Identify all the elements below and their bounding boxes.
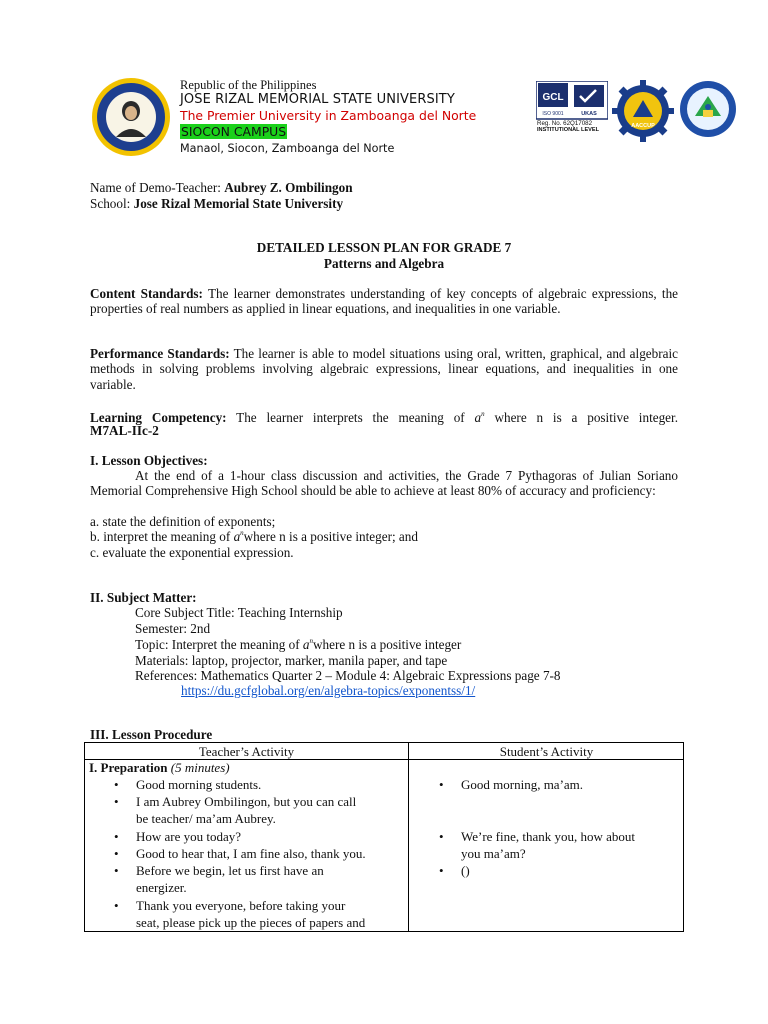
objective-b <box>90 529 418 545</box>
objectives-intro: At the end of a 1-hour class discussion and activities, the Grade 7 Pythagoras of Julian Soriano Memorial Comprehensive High School should be able to achieve at least 80% of accuracy and proficiency: <box>90 468 678 499</box>
content-standards-text: The learner demonstrates understanding of key concepts of algebraic expressions, the properties of real numbers as applied in linear equations, and inequalities in one variable. <box>90 286 679 317</box>
bullet: • <box>439 863 444 878</box>
student-column-header: Student’s Activity <box>499 744 594 759</box>
aaccup-logo <box>612 80 674 142</box>
semester: Semester: 2nd <box>135 621 211 636</box>
content-standards <box>90 286 678 317</box>
procedure-heading: III. Lesson Procedure <box>90 727 213 742</box>
bullet: • <box>114 829 119 844</box>
materials: Materials: laptop, projector, marker, manila paper, and tape <box>135 653 448 668</box>
list-item <box>114 897 346 915</box>
teacher-item: How are you today? <box>136 829 242 844</box>
performance-standards-text: The learner is able to model situations using oral, written, graphical, and algebraic methods in solving problems involving algebraic expressions, linear equations, and inequalities in one variable. <box>90 346 679 392</box>
school-name: Jose Rizal Memorial State University <box>133 196 344 211</box>
base-a: a <box>474 410 482 425</box>
university-seal-logo <box>91 77 171 157</box>
topic-post: where n is a positive integer <box>312 637 462 652</box>
a-power-n <box>475 410 485 425</box>
section-label: I. Preparation <box>89 760 168 775</box>
teacher-label: Name of Demo-Teacher: <box>90 180 221 195</box>
list-item <box>114 845 366 863</box>
references: References: Mathematics Quarter 2 – Module 4: Algebraic Expressions page 7-8 <box>135 668 561 683</box>
teacher-item: Good to hear that, I am fine also, thank you. <box>136 846 366 861</box>
bullet: • <box>114 777 119 792</box>
school-label: School: <box>90 196 131 211</box>
preparation-section <box>89 760 230 776</box>
list-item <box>439 776 584 794</box>
teacher-item: I am Aubrey Ombilingon, but you can call <box>136 794 357 809</box>
aaccup-label: AACCUP <box>631 123 655 129</box>
bullet: • <box>114 846 119 861</box>
list-item-continued: you ma’am? <box>461 846 526 861</box>
teacher-name: Aubrey Z. Ombilingon <box>224 180 353 195</box>
objective-b-pre: b. interpret the meaning of <box>90 529 231 544</box>
topic <box>135 637 461 653</box>
cert-level: INSTITUTIONAL LEVEL <box>537 127 600 131</box>
list-item-continued: be teacher/ ma’am Aubrey. <box>136 811 276 826</box>
objective-c: c. evaluate the exponential expression. <box>90 545 294 560</box>
exponent-n: n <box>481 410 485 418</box>
topic-pre: Topic: Interpret the meaning of <box>135 637 300 652</box>
procedure-table <box>84 742 684 932</box>
performance-standards <box>90 346 678 392</box>
teacher-item: Thank you everyone, before taking your <box>136 898 346 913</box>
school-line <box>90 196 343 212</box>
base-a: a <box>302 637 310 652</box>
bullet: • <box>439 829 444 844</box>
content-standards-label: Content Standards: <box>90 286 203 301</box>
bullet: • <box>114 794 119 809</box>
campus-address: Manaol, Siocon, Zamboanga del Norte <box>180 142 395 155</box>
list-item <box>114 793 357 811</box>
teacher-item: Good morning students. <box>136 777 262 792</box>
bullet: • <box>439 777 444 792</box>
section-time: (5 minutes) <box>170 760 230 775</box>
list-item <box>114 862 324 880</box>
student-item: Good morning, ma’am. <box>461 777 584 792</box>
teacher-line <box>90 180 353 196</box>
university-tagline: The Premier University in Zamboanga del Norte <box>180 108 477 123</box>
lesson-plan-title: DETAILED LESSON PLAN FOR GRADE 7 <box>256 240 512 255</box>
base-a: a <box>233 529 241 544</box>
campus-name: SIOCON CAMPUS <box>181 124 287 139</box>
list-item <box>439 828 636 846</box>
performance-standards-label: Performance Standards: <box>90 346 230 361</box>
objectives-heading: I. Lesson Objectives: <box>90 453 208 468</box>
core-subject: Core Subject Title: Teaching Internship <box>135 605 343 620</box>
cert-brand: GCL <box>542 92 564 103</box>
competency-text-b: where n is a positive integer. <box>494 410 678 425</box>
letterhead <box>180 78 476 158</box>
subject-heading: II. Subject Matter: <box>90 590 197 605</box>
objective-b-post: where n is a positive integer; and <box>243 529 418 544</box>
list-item <box>439 862 470 880</box>
bullet: • <box>114 898 119 913</box>
exponent-n: n <box>309 637 313 645</box>
bullet: • <box>114 863 119 878</box>
cert-iso: ISO 9001 <box>542 111 564 117</box>
teacher-item: Before we begin, let us first have an <box>136 863 324 878</box>
list-item-continued: energizer. <box>136 880 187 895</box>
reference-link[interactable]: https://du.gcfglobal.org/en/algebra-topics/exponentss/1/ <box>181 683 476 698</box>
college-of-education-logo <box>679 80 737 138</box>
country-line: Republic of the Philippines <box>180 78 317 92</box>
teacher-column-header: Teacher’s Activity <box>198 744 295 759</box>
exponent-n: n <box>240 529 244 537</box>
lesson-plan-subtitle: Patterns and Algebra <box>323 256 445 271</box>
student-item: We’re fine, thank you, how about <box>461 829 636 844</box>
list-item <box>114 828 242 846</box>
list-item-continued: seat, please pick up the pieces of papers and <box>136 915 366 930</box>
objective-a: a. state the definition of exponents; <box>90 514 276 529</box>
list-item <box>114 776 262 794</box>
cert-ukas: UKAS <box>581 111 597 117</box>
competency-text-a: The learner interprets the meaning of <box>236 410 465 425</box>
learning-competency <box>90 407 678 425</box>
competency-code: M7AL-IIc-2 <box>90 423 159 438</box>
gcl-certification-logo <box>536 81 608 131</box>
cert-reg: Reg. No. 62Q17082 <box>537 120 593 127</box>
learning-competency-label: Learning Competency: <box>90 410 227 425</box>
university-name: JOSE RIZAL MEMORIAL STATE UNIVERSITY <box>180 92 455 107</box>
student-item: () <box>461 863 470 878</box>
